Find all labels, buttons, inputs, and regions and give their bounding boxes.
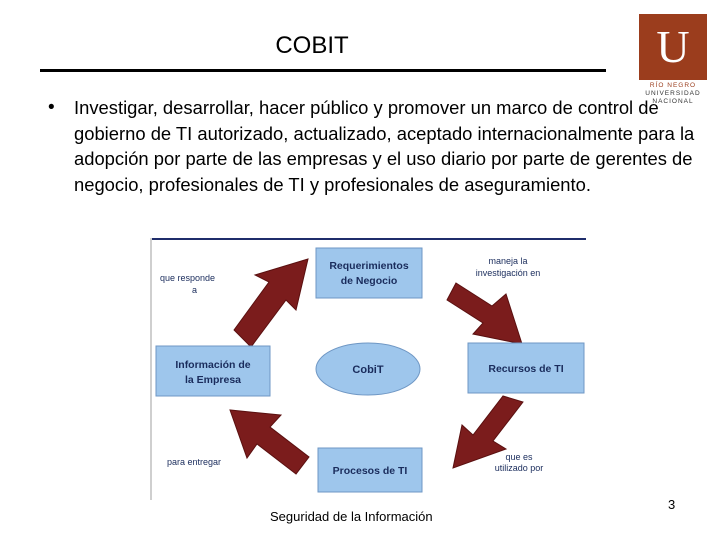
logo-text-line1: RÍO NEGRO <box>649 82 697 89</box>
title-underline <box>40 69 606 72</box>
box-business-requirements-line1: Requerimientos <box>329 260 409 272</box>
label-bottom-right-line1: que es <box>505 452 533 462</box>
box-business-requirements-line2: de Negocio <box>340 275 398 287</box>
label-top-left-line1: que responde <box>160 273 216 283</box>
box-business-requirements <box>316 248 422 298</box>
logo-mark: U <box>639 14 707 80</box>
footer-text: Seguridad de la Información <box>270 509 433 524</box>
bullet-marker: • <box>48 97 55 118</box>
box-it-resources-label: Recursos de TI <box>488 363 564 375</box>
label-bottom-left: para entregar <box>167 457 222 467</box>
center-cobit-label: CobiT <box>352 364 384 376</box>
label-top-right-line1: maneja la <box>488 256 528 266</box>
box-enterprise-information-line1: Información de <box>175 359 251 371</box>
logo-text-line2: UNIVERSIDAD <box>645 90 701 97</box>
box-enterprise-information <box>156 346 270 396</box>
box-enterprise-information-line2: la Empresa <box>184 374 242 386</box>
cobit-cycle-diagram <box>150 238 586 500</box>
logo-text-line3: NACIONAL <box>652 98 694 105</box>
label-bottom-right-line2: utilizado por <box>494 463 544 473</box>
label-top-left-line2: a <box>192 285 198 295</box>
label-top-right-line2: investigación en <box>475 268 541 278</box>
page-number: 3 <box>668 497 676 512</box>
slide-title: COBIT <box>275 32 349 59</box>
box-it-processes-label: Procesos de TI <box>332 465 408 477</box>
bullet-text: Investigar, desarrollar, hacer público y promover un marco de control de gobierno de TI autorizado, actualizado, aceptado internacionalmente para la adopción por parte de las empresas y el uso diario por parte de gerentes de negocio, profesionales de TI y profesionales de aseguramiento. <box>74 97 695 195</box>
university-logo <box>639 14 707 104</box>
